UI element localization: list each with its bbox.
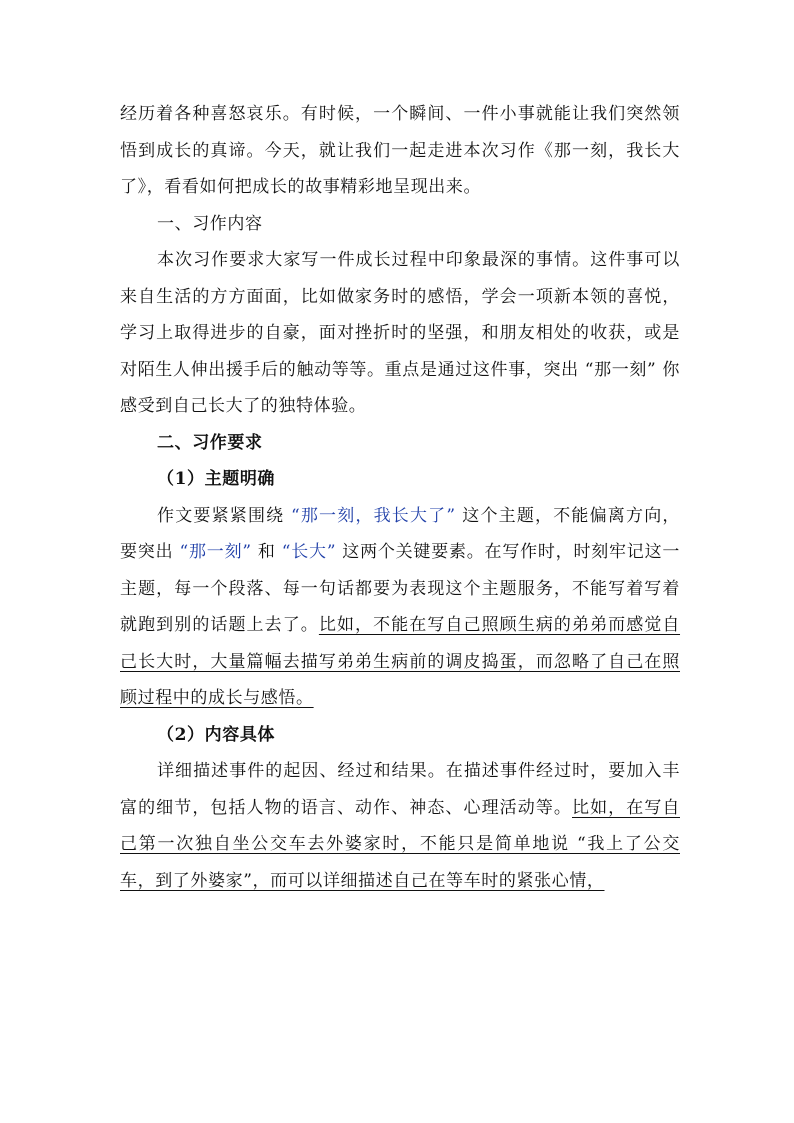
theme-quote-grow: “长大” xyxy=(281,542,337,562)
subheading-theme: （1）主题明确 xyxy=(157,469,276,489)
theme-text-2: 这个主题，不能偏离方向，要突出 xyxy=(120,505,680,562)
details-paragraph xyxy=(120,753,680,899)
theme-quote-moment: “那一刻” xyxy=(179,542,252,562)
section-heading-requirements: 二、习作要求 xyxy=(157,432,263,453)
theme-text-3: 和 xyxy=(251,542,282,562)
intro-paragraph: 经历着各种喜怒哀乐。有时候，一个瞬间、一件小事就能让我们突然领悟到成长的真谛。今天，就让我们一起走进本次习作《那一刻，我长大了》，看看如何把成长的故事精彩地呈现出来。 xyxy=(120,104,680,197)
theme-example-underlined: 比如，不能在写自己照顾生病的弟弟而感觉自己长大时，大量篇幅去描写弟弟生病前的调皮捣蛋，而忽略了自己在照顾过程中的成长与感悟。 xyxy=(120,615,681,708)
section-heading-content: 一、习作内容 xyxy=(157,213,263,234)
theme-text-1: 作文要紧紧围绕 xyxy=(157,505,291,526)
theme-quote-main: “那一刻，我长大了” xyxy=(290,505,456,526)
document-body xyxy=(120,96,680,899)
details-text-1: 详细描述事件的起因、经过和结果。在描述事件经过时，要加入丰富的细节，包括人物的语言、动作、神态、心理活动等。 xyxy=(120,761,680,818)
content-paragraph: 本次习作要求大家写一件成长过程中印象最深的事情。这件事可以来自生活的方方面面，比如做家务时的感悟，学会一项新本领的喜悦，学习上取得进步的自豪，面对挫折时的坚强，和朋友相处的收获，或是对陌生人伸出援手后的触动等等。重点是通过这件事，突出 “那一刻” 你感受到自己长大了的独特体验。 xyxy=(120,250,680,416)
subheading-details: （2）内容具体 xyxy=(157,724,276,745)
theme-paragraph xyxy=(120,498,680,717)
details-example-underlined: 比如，在写自己第一次独自坐公交车去外婆家时，不能只是简单地说 “我上了公交车，到了外婆家”，而可以详细描述自己在等车时的紧张心情， xyxy=(120,797,680,891)
theme-text-4: 这两个关键要素。在写作时，时刻牢记这一主题，每一个段落、每一句话都要为表现这个主题服务，不能写着写着就跑到别的话题上去了。 xyxy=(120,542,680,635)
